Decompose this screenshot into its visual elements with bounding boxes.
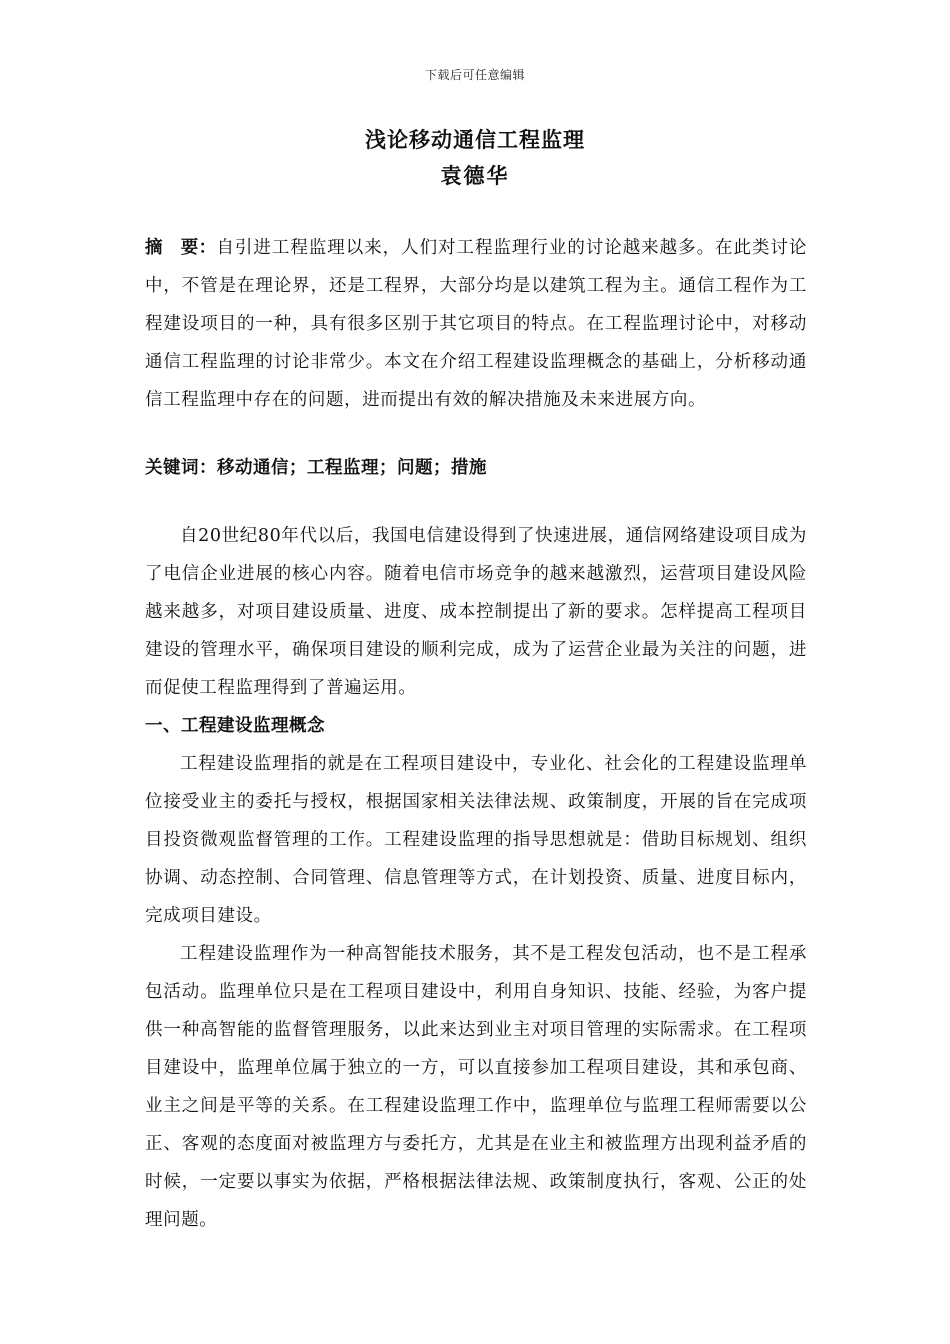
document-author: 袁德华 [440, 163, 510, 188]
keywords-line: 关键词：移动通信；工程监理；问题；措施 [145, 458, 487, 478]
abstract-text: 自引进工程监理以来，人们对工程监理行业的讨论越来越多。在此类讨论中，不管是在理论界，还是工程界，大部分均是以建筑工程为主。通信工程作为工程建设项目的一种，具有很多区别于其它项目的特点。在工程监理讨论中，对移动通信工程监理的讨论非常少。本文在介绍工程建设监理概念的基础上，分析移动通信工程监理中存在的问题，进而提出有效的解决措施及未来进展方向。 [145, 238, 808, 410]
abstract-block [145, 229, 807, 419]
intro-paragraph: 自20世纪80年代以后，我国电信建设得到了快速进展，通信网络建设项目成为了电信企业进展的核心内容。随着电信市场竞争的越来越激烈，运营项目建设风险越来越多，对项目建设质量、进度、成本控制提出了新的要求。怎样提高工程项目建设的管理水平，确保项目建设的顺利完成，成为了运营企业最为关注的问题，进而促使工程监理得到了普遍运用。 [145, 526, 807, 698]
abstract-label: 摘 要： [145, 238, 217, 258]
section1-paragraph: 工程建设监理指的就是在工程项目建设中，专业化、社会化的工程建设监理单位接受业主的委托与授权，根据国家相关法律法规、政策制度，开展的旨在完成项目投资微观监督管理的工作。工程建设监理的指导思想就是：借助目标规划、组织协调、动态控制、合同管理、信息管理等方式，在计划投资、质量、进度目标内，完成项目建设。 [145, 754, 807, 926]
document-title: 浅论移动通信工程监理 [365, 127, 585, 152]
main-body [145, 517, 807, 1239]
header-note: 下载后可任意编辑 [424, 68, 525, 82]
section-heading-1: 一、工程建设监理概念 [145, 716, 325, 736]
section1-paragraph: 工程建设监理作为一种高智能技术服务，其不是工程发包活动，也不是工程承包活动。监理单位只是在工程项目建设中，利用自身知识、技能、经验，为客户提供一种高智能的监督管理服务，以此来达到业主对项目管理的实际需求。在工程项目建设中，监理单位属于独立的一方，可以直接参加工程项目建设，其和承包商、业主之间是平等的关系。在工程建设监理工作中，监理单位与监理工程师需要以公正、客观的态度面对被监理方与委托方，尤其是在业主和被监理方出现利益矛盾的时候，一定要以事实为依据，严格根据法律法规、政策制度执行，客观、公正的处理问题。 [145, 944, 807, 1230]
